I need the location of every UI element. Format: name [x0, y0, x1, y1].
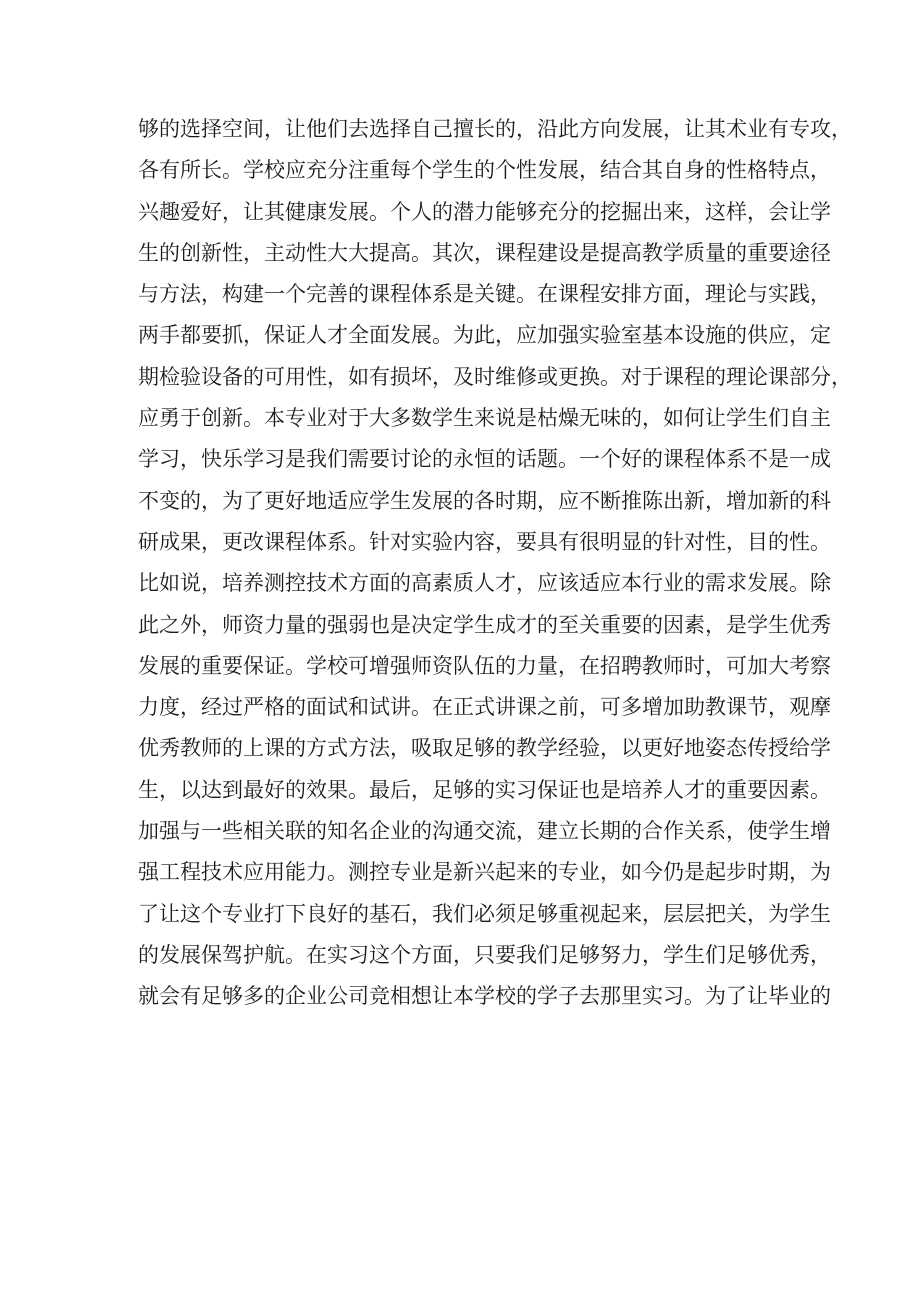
text-line: 的发展保驾护航。在实习这个方面，只要我们足够努力，学生们足够优秀， — [138, 942, 831, 967]
text-line: 应勇于创新。本专业对于大多数学生来说是枯燥无味的，如何让学生们自主 — [138, 406, 831, 431]
text-line: 不变的，为了更好地适应学生发展的各时期，应不断推陈出新，增加新的科 — [138, 488, 831, 513]
text-line: 研成果，更改课程体系。针对实验内容，要具有很明显的针对性，目的性。 — [138, 529, 831, 554]
text-line: 期检验设备的可用性，如有损坏，及时维修或更换。对于课程的理论课部分， — [138, 364, 852, 389]
text-line: 与方法，构建一个完善的课程体系是关键。在课程安排方面，理论与实践， — [138, 282, 831, 307]
text-line: 各有所长。学校应充分注重每个学生的个性发展，结合其自身的性格特点， — [138, 158, 831, 183]
text-line: 就会有足够多的企业公司竞相想让本学校的学子去那里实习。为了让毕业的 — [138, 984, 831, 1009]
body-text — [138, 109, 852, 1018]
text-line: 了让这个专业打下良好的基石，我们必须足够重视起来，层层把关，为学生 — [138, 901, 831, 926]
text-line: 力度，经过严格的面试和试讲。在正式讲课之前，可多增加助教课节，观摩 — [138, 695, 831, 720]
text-line: 兴趣爱好，让其健康发展。个人的潜力能够充分的挖掘出来，这样，会让学 — [138, 199, 831, 224]
text-line: 两手都要抓，保证人才全面发展。为此，应加强实验室基本设施的供应，定 — [138, 323, 831, 348]
text-line: 生的创新性，主动性大大提高。其次，课程建设是提高教学质量的重要途径 — [138, 240, 831, 265]
text-line: 此之外，师资力量的强弱也是决定学生成才的至关重要的因素，是学生优秀 — [138, 612, 831, 637]
text-line: 加强与一些相关联的知名企业的沟通交流，建立长期的合作关系，使学生增 — [138, 819, 831, 844]
text-line: 发展的重要保证。学校可增强师资队伍的力量，在招聘教师时，可加大考察 — [138, 653, 831, 678]
text-line: 学习，快乐学习是我们需要讨论的永恒的话题。一个好的课程体系不是一成 — [138, 447, 831, 472]
text-line: 够的选择空间，让他们去选择自己擅长的，沿此方向发展，让其术业有专攻， — [138, 117, 852, 141]
text-line: 优秀教师的上课的方式方法，吸取足够的教学经验，以更好地姿态传授给学 — [138, 736, 831, 761]
text-line: 生，以达到最好的效果。最后，足够的实习保证也是培养人才的重要因素。 — [138, 777, 831, 802]
text-line: 强工程技术应用能力。测控专业是新兴起来的专业，如今仍是起步时期，为 — [138, 860, 831, 885]
text-line: 比如说，培养测控技术方面的高素质人才，应该适应本行业的需求发展。除 — [138, 571, 831, 596]
